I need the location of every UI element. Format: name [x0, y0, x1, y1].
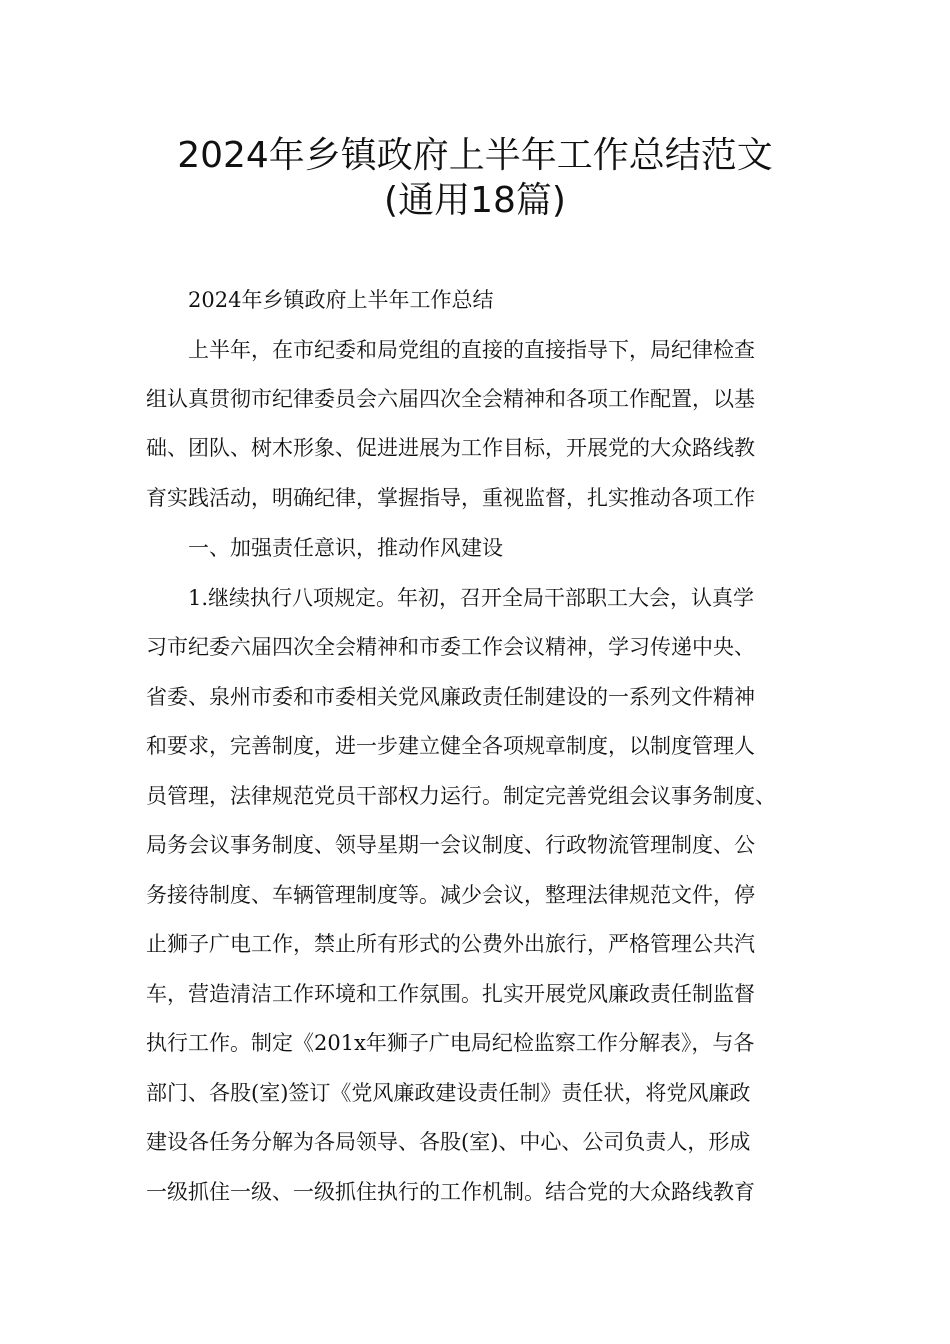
paragraph-line: 部门、各股(室)签订《党风廉政建设责任制》责任状，将党风廉政	[146, 1081, 751, 1105]
paragraph-line: 上半年，在市纪委和局党组的直接的直接指导下，局纪律检查	[188, 338, 755, 362]
document-title: 2024年乡镇政府上半年工作总结范文	[177, 135, 773, 176]
paragraph-line: 组认真贯彻市纪律委员会六届四次全会精神和各项工作配置，以基	[146, 387, 755, 411]
paragraph-line: 1.继续执行八项规定。年初，召开全局干部职工大会，认真学	[188, 586, 755, 610]
paragraph-line: 习市纪委六届四次全会精神和市委工作会议精神，学习传递中央、	[146, 635, 755, 659]
paragraph-line: 育实践活动，明确纪律，掌握指导，重视监督，扎实推动各项工作	[146, 486, 755, 510]
paragraph-line: 员管理，法律规范党员干部权力运行。制定完善党组会议事务制度、	[146, 784, 776, 808]
paragraph-line: 础、团队、树木形象、促进进展为工作目标，开展党的大众路线教	[146, 436, 755, 460]
paragraph-line: 务接待制度、车辆管理制度等。减少会议，整理法律规范文件，停	[146, 883, 755, 907]
paragraph-line: 和要求，完善制度，进一步建立健全各项规章制度，以制度管理人	[146, 734, 755, 758]
paragraph-line: 省委、泉州市委和市委相关党风廉政责任制建设的一系列文件精神	[146, 685, 755, 709]
paragraph-line: 车，营造清洁工作环境和工作氛围。扎实开展党风廉政责任制监督	[146, 982, 755, 1006]
paragraph-line: 建设各任务分解为各局领导、各股(室)、中心、公司负责人，形成	[146, 1130, 751, 1154]
paragraph-line: 一级抓住一级、一级抓住执行的工作机制。结合党的大众路线教育	[146, 1180, 755, 1204]
paragraph-line: 止狮子广电工作，禁止所有形式的公费外出旅行，严格管理公共汽	[146, 932, 755, 956]
subsection-heading: 一、加强责任意识，推动作风建设	[188, 536, 503, 560]
document-subtitle: (通用18篇)	[384, 180, 566, 221]
section-heading: 2024年乡镇政府上半年工作总结	[188, 288, 494, 312]
paragraph-line: 执行工作。制定《201x年狮子广电局纪检监察工作分解表》，与各	[146, 1031, 755, 1055]
paragraph-line: 局务会议事务制度、领导星期一会议制度、行政物流管理制度、公	[146, 833, 755, 857]
